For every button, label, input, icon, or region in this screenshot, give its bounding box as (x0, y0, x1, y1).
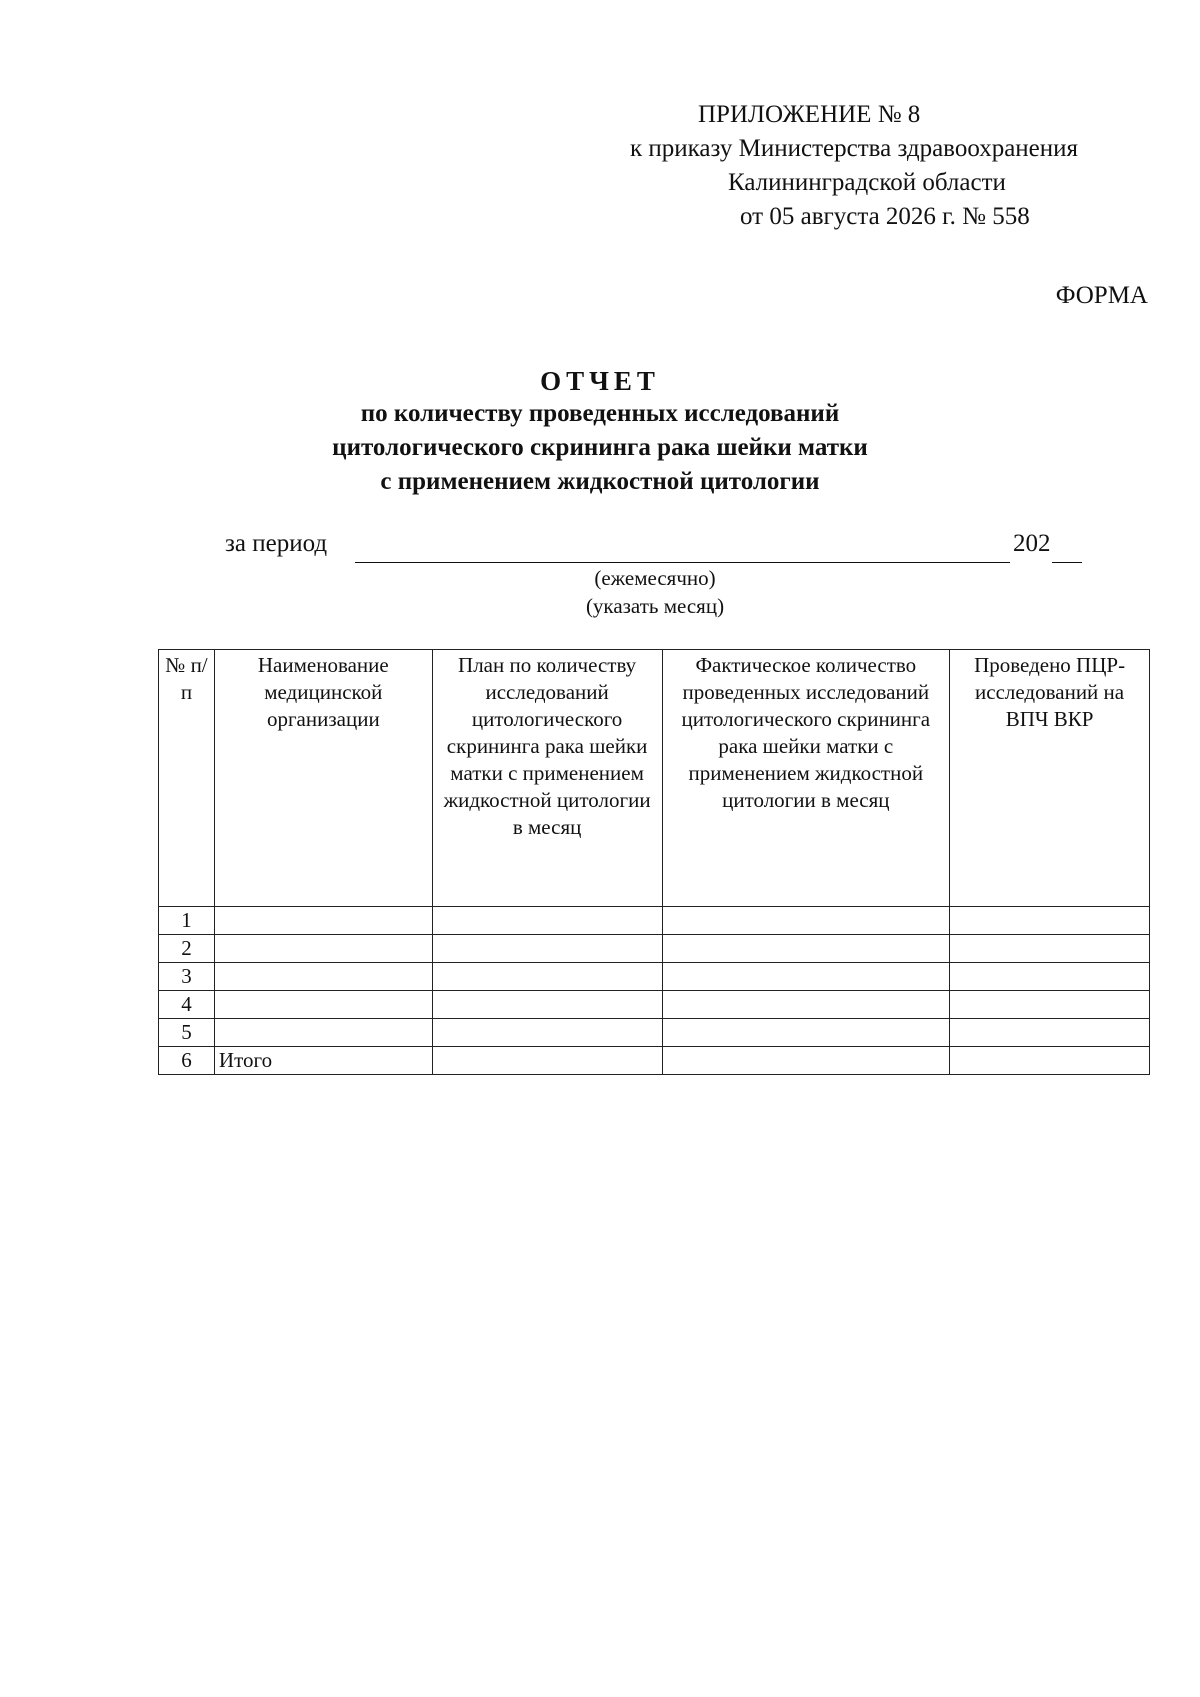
table-header-row (159, 650, 1150, 907)
cell-plan[interactable] (432, 935, 662, 963)
appendix-date-line: от 05 августа 2026 г. № 558 (740, 203, 1030, 230)
period-hint-month: (указать месяц) (585, 594, 725, 618)
table-row (159, 1019, 1150, 1047)
table-row (159, 907, 1150, 935)
row-number: 1 (159, 907, 215, 935)
table-row (159, 991, 1150, 1019)
row-number: 6 (159, 1047, 215, 1075)
cell-pcr[interactable] (950, 935, 1150, 963)
row-number: 3 (159, 963, 215, 991)
table-row (159, 963, 1150, 991)
cell-fact[interactable] (662, 963, 950, 991)
cell-plan[interactable] (432, 963, 662, 991)
cell-pcr[interactable] (950, 1047, 1150, 1075)
cell-pcr[interactable] (950, 991, 1150, 1019)
header-plan: План по количеству исследований цитологического скрининга рака шейки матки с применением жидкостной цитологии в месяц (432, 650, 662, 907)
cell-pcr[interactable] (950, 907, 1150, 935)
cell-plan[interactable] (432, 1019, 662, 1047)
report-subtitle-line-3: с применением жидкостной цитологии (380, 468, 820, 495)
period-hint-monthly: (ежемесячно) (594, 566, 716, 590)
period-year-field[interactable] (1052, 562, 1082, 563)
cell-pcr[interactable] (950, 1019, 1150, 1047)
period-year-prefix: 202 (1013, 530, 1051, 557)
report-subtitle-line-1: по количеству проведенных исследований (360, 400, 840, 427)
period-month-field[interactable] (355, 562, 1010, 563)
table-row-total (159, 1047, 1150, 1075)
cell-organization[interactable] (214, 1019, 432, 1047)
cell-plan[interactable] (432, 907, 662, 935)
header-pcr: Проведено ПЦР-исследований на ВПЧ ВКР (950, 650, 1150, 907)
cell-organization[interactable] (214, 935, 432, 963)
cell-organization[interactable] (214, 907, 432, 935)
row-number: 4 (159, 991, 215, 1019)
cell-pcr[interactable] (950, 963, 1150, 991)
header-organization: Наименование медицинской организации (214, 650, 432, 907)
cell-fact[interactable] (662, 935, 950, 963)
appendix-order-line: к приказу Министерства здравоохранения (630, 135, 1079, 162)
header-number: № п/п (159, 650, 215, 907)
row-number: 5 (159, 1019, 215, 1047)
appendix-region-line: Калининградской области (728, 169, 1006, 196)
cell-organization: Итого (214, 1047, 432, 1075)
cell-organization[interactable] (214, 963, 432, 991)
report-table (158, 649, 1150, 1075)
header-fact: Фактическое количество проведенных исследований цитологического скрининга рака шейки матки с применением жидкостной цитологии в месяц (662, 650, 950, 907)
period-label: за период (225, 530, 328, 557)
appendix-title: ПРИЛОЖЕНИЕ № 8 (698, 101, 921, 128)
table-row (159, 935, 1150, 963)
cell-plan[interactable] (432, 991, 662, 1019)
report-title: ОТЧЕТ (540, 366, 660, 396)
cell-organization[interactable] (214, 991, 432, 1019)
cell-fact[interactable] (662, 1047, 950, 1075)
report-subtitle-line-2: цитологического скрининга рака шейки матки (332, 434, 868, 461)
cell-plan[interactable] (432, 1047, 662, 1075)
form-label: ФОРМА (1055, 282, 1148, 309)
cell-fact[interactable] (662, 907, 950, 935)
cell-fact[interactable] (662, 1019, 950, 1047)
cell-fact[interactable] (662, 991, 950, 1019)
row-number: 2 (159, 935, 215, 963)
